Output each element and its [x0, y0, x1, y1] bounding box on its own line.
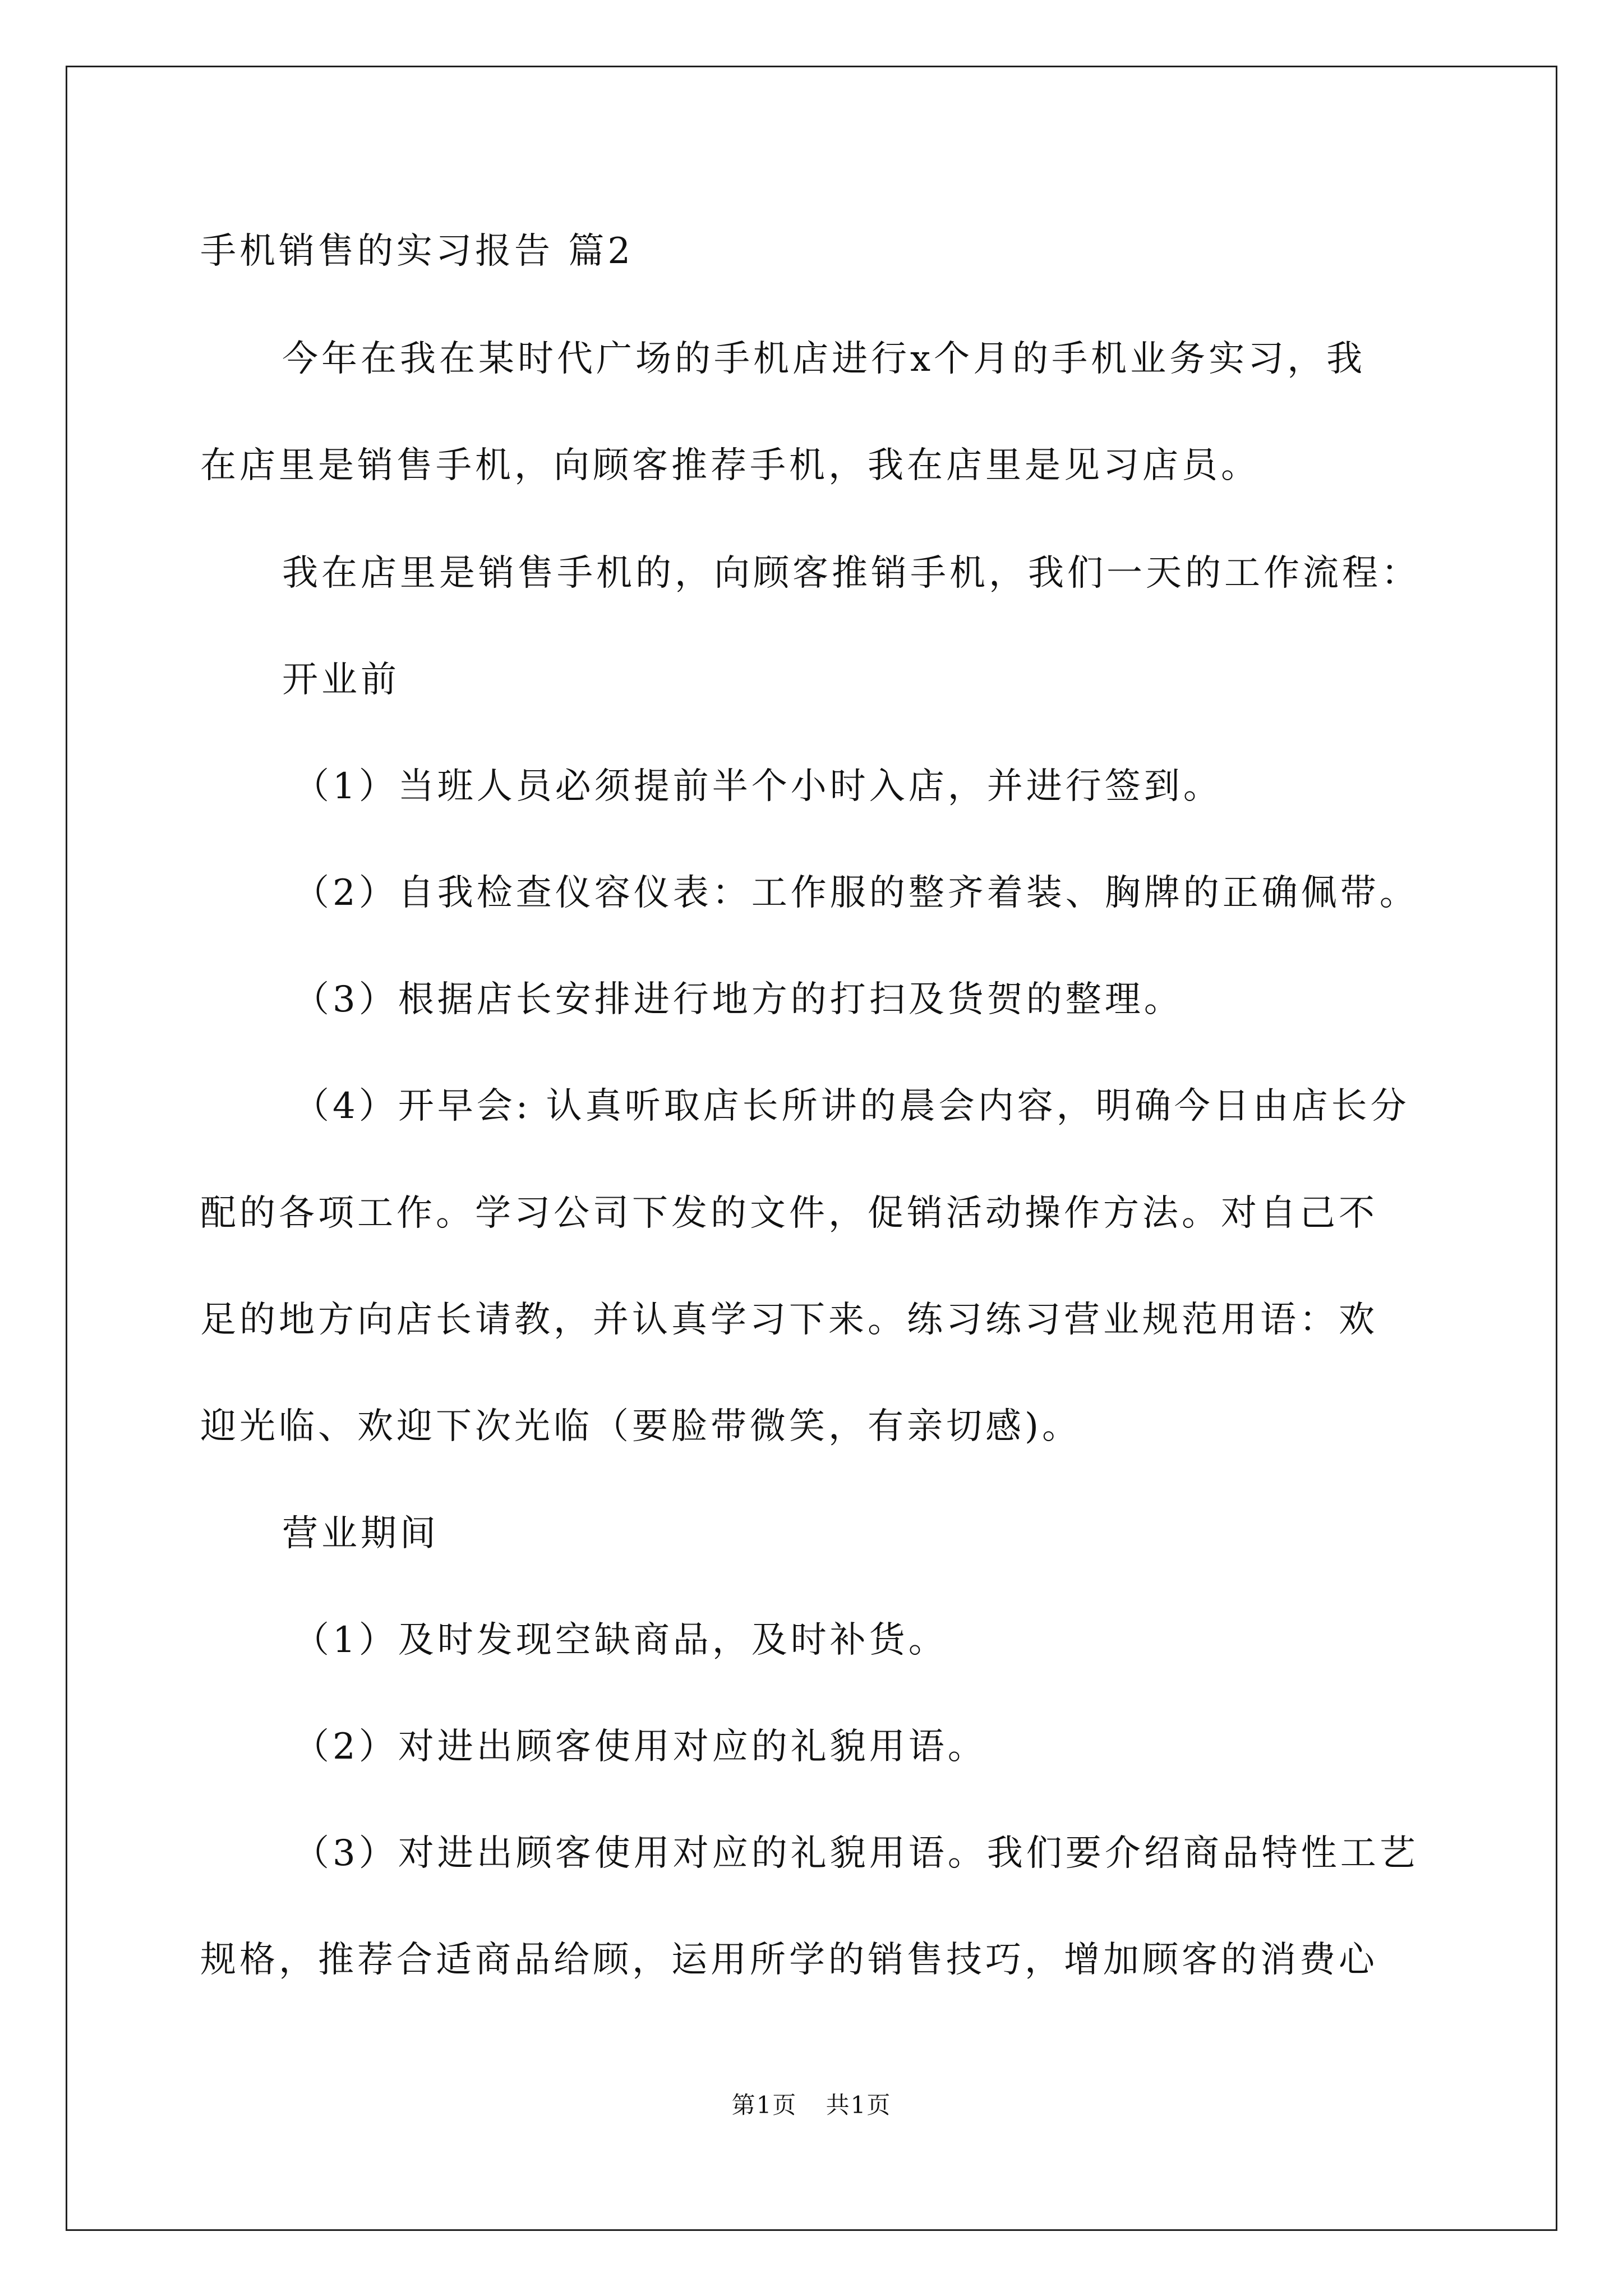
paragraph-line: 规格，推荐合适商品给顾，运用所学的销售技巧，增加顾客的消费心 [200, 1939, 1378, 1981]
list-item: （4）开早会: 认真听取店长所讲的晨会内容，明确今日由店长分 [293, 1085, 1410, 1127]
section-heading-before-opening: 开业前 [282, 659, 400, 701]
paragraph-line: 在店里是销售手机，向顾客推荐手机，我在店里是见习店员。 [200, 445, 1260, 486]
paragraph-line: 迎光临、欢迎下次光临（要脸带微笑，有亲切感)。 [200, 1406, 1081, 1447]
list-item: （3）对进出顾客使用对应的礼貌用语。我们要介绍商品特性工艺 [293, 1833, 1419, 1874]
page-border [66, 66, 1557, 2231]
list-item: （3）根据店长安排进行地方的打扫及货贺的整理。 [293, 979, 1183, 1020]
list-item: （1）当班人员必须提前半个小时入店，并进行签到。 [293, 766, 1223, 807]
page-total: 共1页 [826, 2091, 892, 2119]
document-title: 手机销售的实习报告 篇2 [200, 231, 634, 272]
page-footer [0, 2090, 1623, 2121]
section-heading-business-hours: 营业期间 [282, 1513, 439, 1554]
list-item: （1）及时发现空缺商品，及时补货。 [293, 1619, 948, 1661]
paragraph-line: 足的地方向店长请教，并认真学习下来。练习练习营业规范用语：欢 [200, 1299, 1378, 1341]
paragraph-line: 配的各项工作。学习公司下发的文件，促销活动操作方法。对自己不 [200, 1193, 1378, 1234]
paragraph-line: 今年在我在某时代广场的手机店进行x个月的手机业务实习，我 [282, 338, 1366, 380]
paragraph-line: 我在店里是销售手机的，向顾客推销手机，我们一天的工作流程： [282, 553, 1421, 594]
list-item: （2）自我检查仪容仪表：工作服的整齐着装、胸牌的正确佩带。 [293, 872, 1419, 914]
page-number: 第1页 [731, 2091, 797, 2119]
list-item: （2）对进出顾客使用对应的礼貌用语。 [293, 1726, 987, 1768]
